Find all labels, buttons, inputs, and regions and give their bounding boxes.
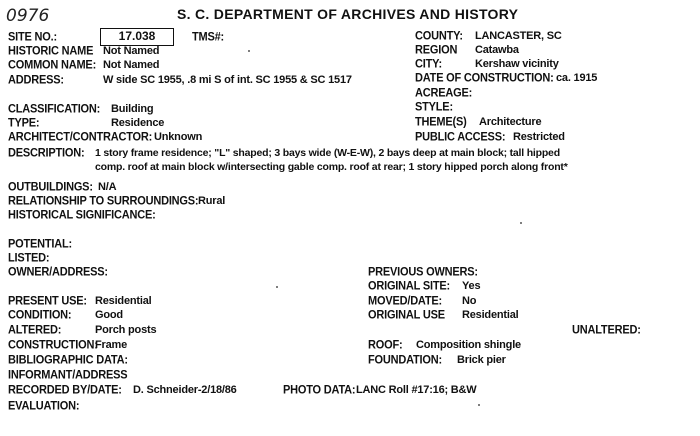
tms-label: TMS#: xyxy=(192,31,225,44)
altered-label: ALTERED: xyxy=(8,324,62,337)
type-value: Residence xyxy=(111,117,165,129)
date-of-construction-value: ca. 1915 xyxy=(556,72,598,84)
classification-value: Building xyxy=(111,103,154,115)
historic-name-label: HISTORIC NAME xyxy=(8,45,94,58)
condition-label: CONDITION: xyxy=(8,309,72,322)
city-value: Kershaw vicinity xyxy=(475,58,559,70)
present-use-label: PRESENT USE: xyxy=(8,295,87,308)
original-site-value: Yes xyxy=(462,280,481,292)
construction-label: CONSTRUCTION: xyxy=(8,339,98,352)
themes-label: THEME(S) xyxy=(415,116,467,129)
roof-label: ROOF: xyxy=(368,339,403,352)
listed-label: LISTED: xyxy=(8,252,50,265)
county-value: LANCASTER, SC xyxy=(475,30,562,42)
public-access-value: Restricted xyxy=(513,131,565,143)
construction-value: Frame xyxy=(95,339,128,351)
bibliographic-data-label: BIBLIOGRAPHIC DATA: xyxy=(8,354,128,367)
region-label: REGION xyxy=(415,44,458,57)
owner-address-label: OWNER/ADDRESS: xyxy=(8,266,108,279)
roof-value: Composition shingle xyxy=(416,339,521,351)
photo-data-value: LANC Roll #17:16; B&W xyxy=(356,384,477,396)
common-name-label: COMMON NAME: xyxy=(8,59,97,72)
address-label: ADDRESS: xyxy=(8,74,64,87)
scan-speck xyxy=(520,222,522,224)
photo-data-label: PHOTO DATA: xyxy=(283,384,356,397)
architect-value: Unknown xyxy=(154,131,203,143)
scan-speck xyxy=(276,286,278,288)
historical-significance-label: HISTORICAL SIGNIFICANCE: xyxy=(8,209,156,222)
address-value: W side SC 1955, .8 mi S of int. SC 1955 & SC 1517 xyxy=(103,74,352,86)
date-of-construction-label: DATE OF CONSTRUCTION: xyxy=(415,72,554,85)
informant-address-label: INFORMANT/ADDRESS xyxy=(8,369,128,382)
classification-label: CLASSIFICATION: xyxy=(8,103,101,116)
condition-value: Good xyxy=(95,309,123,321)
scan-speck xyxy=(248,50,250,52)
potential-label: POTENTIAL: xyxy=(8,238,72,251)
evaluation-label: EVALUATION: xyxy=(8,400,80,413)
site-no-label: SITE NO.: xyxy=(8,31,57,44)
relationship-label: RELATIONSHIP TO SURROUNDINGS: xyxy=(8,195,199,208)
region-value: Catawba xyxy=(475,44,519,56)
outbuildings-value: N/A xyxy=(98,181,117,193)
altered-value: Porch posts xyxy=(95,324,157,336)
type-label: TYPE: xyxy=(8,117,40,130)
description-line-1: 1 story frame residence; "L" shaped; 3 bays wide (W-E-W), 2 bays deep at main block; tall hipped xyxy=(95,147,560,159)
historic-name-value: Not Named xyxy=(103,45,160,57)
foundation-label: FOUNDATION: xyxy=(368,354,442,367)
county-label: COUNTY: xyxy=(415,30,463,43)
original-site-label: ORIGINAL SITE: xyxy=(368,280,450,293)
scan-speck xyxy=(478,404,480,406)
previous-owners-label: PREVIOUS OWNERS: xyxy=(368,266,478,279)
relationship-value: Rural xyxy=(198,195,226,207)
unaltered-label: UNALTERED: xyxy=(572,324,641,337)
public-access-label: PUBLIC ACCESS: xyxy=(415,131,506,144)
handwritten-card-number: 0976 xyxy=(6,6,50,26)
foundation-value: Brick pier xyxy=(457,354,506,366)
site-no-box: 17.038 xyxy=(100,28,174,46)
city-label: CITY: xyxy=(415,58,442,71)
moved-date-label: MOVED/DATE: xyxy=(368,295,442,308)
architect-label: ARCHITECT/CONTRACTOR: xyxy=(8,131,153,144)
moved-date-value: No xyxy=(462,295,477,307)
recorded-by-value: D. Schneider-2/18/86 xyxy=(133,384,237,396)
recorded-by-label: RECORDED BY/DATE: xyxy=(8,384,122,397)
present-use-value: Residential xyxy=(95,295,152,307)
themes-value: Architecture xyxy=(479,116,542,128)
original-use-value: Residential xyxy=(462,309,519,321)
style-label: STYLE: xyxy=(415,101,453,114)
acreage-label: ACREAGE: xyxy=(415,87,473,100)
page-title: S. C. DEPARTMENT OF ARCHIVES AND HISTORY xyxy=(177,6,519,22)
description-line-2: comp. roof at main block w/intersecting gable comp. roof at rear; 1 story hipped porch along front* xyxy=(95,161,568,173)
common-name-value: Not Named xyxy=(103,59,160,71)
original-use-label: ORIGINAL USE xyxy=(368,309,445,322)
description-label: DESCRIPTION: xyxy=(8,147,85,160)
outbuildings-label: OUTBUILDINGS: xyxy=(8,181,93,194)
